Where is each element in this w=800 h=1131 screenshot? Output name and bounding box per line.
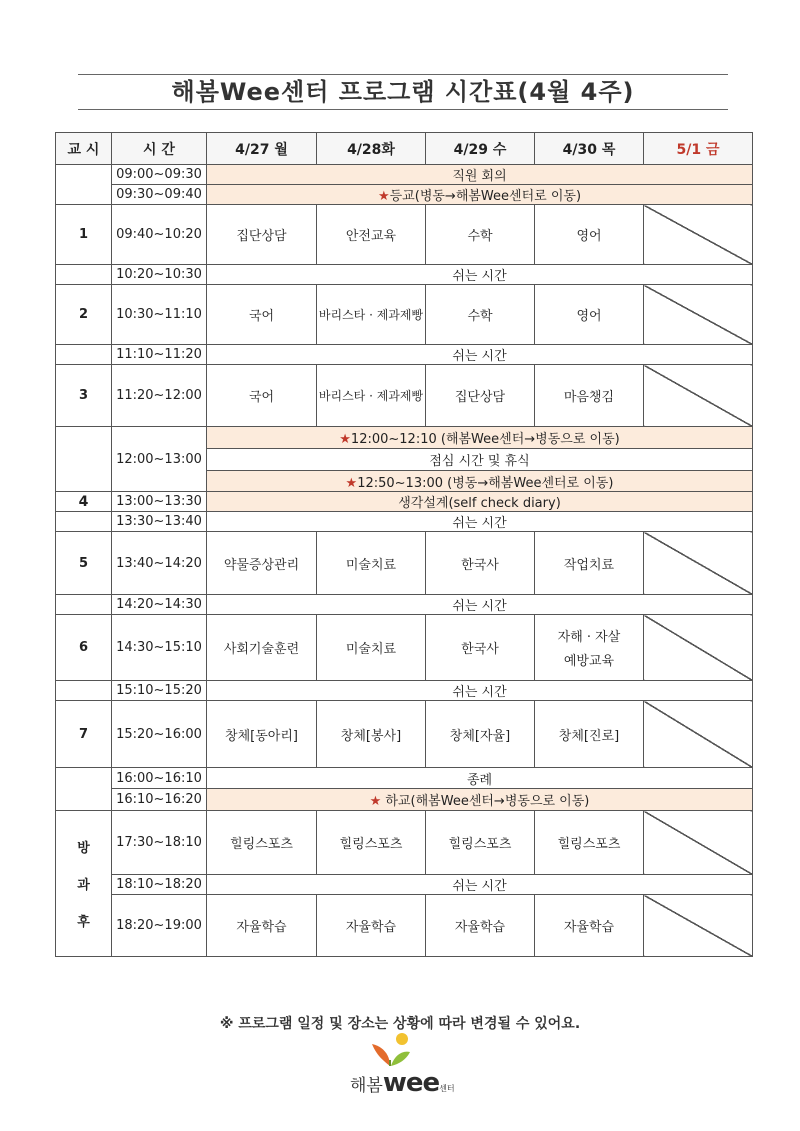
time-cell: 15:20~16:00 [112, 701, 207, 768]
wee-center-logo [350, 1030, 470, 1100]
table-row [56, 875, 753, 895]
arrival-text: 등교(병동→해봄Wee센터로 이동) [389, 189, 582, 204]
break-cell: 쉬는 시간 [207, 681, 753, 701]
time-cell: 18:10~18:20 [112, 875, 207, 895]
class-cell-line: 예방교육 [563, 654, 615, 669]
lunch-move-cell [207, 427, 753, 449]
time-cell: 14:20~14:30 [112, 595, 207, 615]
self-check-cell: 생각설계(self check diary) [207, 492, 753, 512]
period-number: 1 [56, 205, 112, 265]
break-cell: 쉬는 시간 [207, 512, 753, 532]
page-title: 해봄Wee센터 프로그램 시간표(4월 4주) [171, 78, 635, 106]
empty-slot-diagonal [644, 365, 753, 427]
time-cell: 09:30~09:40 [112, 185, 207, 205]
time-cell: 18:20~19:00 [112, 895, 207, 957]
period-number: 5 [56, 532, 112, 595]
class-cell: 사회기술훈련 [207, 615, 317, 681]
empty-slot-diagonal [644, 811, 753, 875]
sprout-icon [368, 1030, 414, 1070]
class-cell: 미술치료 [317, 615, 426, 681]
star-icon: ★ [339, 432, 351, 447]
empty-slot-diagonal [644, 615, 753, 681]
table-row [56, 285, 753, 345]
table-row [56, 615, 753, 681]
class-cell: 국어 [207, 365, 317, 427]
logo-suffix: 센터 [439, 1084, 455, 1093]
closing-cell: 종례 [207, 768, 753, 789]
star-icon: ★ [369, 794, 382, 809]
class-cell: 힐링스포츠 [317, 811, 426, 875]
break-cell: 쉬는 시간 [207, 345, 753, 365]
class-cell: 국어 [207, 285, 317, 345]
footer-note: ※ 프로그램 일정 및 장소는 상황에 따라 변경될 수 있어요. [219, 1016, 581, 1032]
time-cell: 11:10~11:20 [112, 345, 207, 365]
time-cell: 10:20~10:30 [112, 265, 207, 285]
class-cell: 힐링스포츠 [207, 811, 317, 875]
logo-wordmark [350, 1068, 455, 1098]
afterschool-char: 후 [77, 915, 90, 930]
time-cell: 15:10~15:20 [112, 681, 207, 701]
lunch-move-text: 12:00~12:10 (해봄Wee센터→병동으로 이동) [350, 432, 620, 447]
table-row [56, 185, 753, 205]
afterschool-char: 과 [77, 878, 90, 893]
period-number: 2 [56, 285, 112, 345]
table-row [56, 768, 753, 789]
class-cell: 바리스타 · 제과제빵 [317, 285, 426, 345]
header-row [56, 133, 753, 165]
class-cell: 창체[동아리] [207, 701, 317, 768]
table-row [56, 365, 753, 427]
table-row [56, 492, 753, 512]
class-cell: 집단상담 [426, 365, 535, 427]
time-cell: 09:40~10:20 [112, 205, 207, 265]
time-cell: 10:30~11:10 [112, 285, 207, 345]
class-cell: 영어 [535, 205, 644, 265]
class-cell: 자율학습 [426, 895, 535, 957]
dismissal-cell [207, 789, 753, 811]
time-cell: 17:30~18:10 [112, 811, 207, 875]
table-row [56, 165, 753, 185]
class-cell: 창체[봉사] [317, 701, 426, 768]
period-number: 3 [56, 365, 112, 427]
period-number: 4 [56, 492, 112, 512]
lunch-cell: 점심 시간 및 휴식 [207, 449, 753, 471]
class-cell: 수학 [426, 285, 535, 345]
table-row [56, 345, 753, 365]
header-day-tue: 4/28화 [317, 133, 426, 165]
header-day-mon: 4/27 월 [207, 133, 317, 165]
class-cell: 바리스타 · 제과제빵 [317, 365, 426, 427]
header-day-thu: 4/30 목 [535, 133, 644, 165]
arrival-cell [207, 185, 753, 205]
time-cell: 12:00~13:00 [112, 427, 207, 492]
class-cell: 힐링스포츠 [535, 811, 644, 875]
class-cell [535, 615, 644, 681]
break-cell: 쉬는 시간 [207, 595, 753, 615]
period-cell-empty [56, 595, 112, 615]
class-cell: 영어 [535, 285, 644, 345]
dismissal-text: 하교(해봄Wee센터→병동으로 이동) [385, 794, 590, 809]
period-cell-empty [56, 512, 112, 532]
table-row [56, 789, 753, 811]
time-cell: 14:30~15:10 [112, 615, 207, 681]
time-cell: 09:00~09:30 [112, 165, 207, 185]
logo-wee: wee [382, 1068, 440, 1098]
empty-slot-diagonal [644, 701, 753, 768]
star-icon: ★ [377, 189, 390, 204]
class-cell: 안전교육 [317, 205, 426, 265]
class-cell-line: 자해 · 자살 [557, 630, 621, 645]
table-row [56, 265, 753, 285]
period-cell-empty [56, 681, 112, 701]
class-cell: 한국사 [426, 615, 535, 681]
empty-slot-diagonal [644, 895, 753, 957]
class-cell: 수학 [426, 205, 535, 265]
class-cell: 약물증상관리 [207, 532, 317, 595]
class-cell: 미술치료 [317, 532, 426, 595]
class-cell: 힐링스포츠 [426, 811, 535, 875]
class-cell: 창체[자율] [426, 701, 535, 768]
class-cell: 한국사 [426, 532, 535, 595]
class-cell: 작업치료 [535, 532, 644, 595]
time-cell: 16:00~16:10 [112, 768, 207, 789]
table-row [56, 512, 753, 532]
class-cell: 자율학습 [317, 895, 426, 957]
class-cell: 자율학습 [207, 895, 317, 957]
table-row [56, 205, 753, 265]
table-row [56, 532, 753, 595]
period-cell-empty [56, 768, 112, 811]
time-cell: 11:20~12:00 [112, 365, 207, 427]
afterschool-char: 방 [77, 841, 90, 856]
class-cell: 창체[진로] [535, 701, 644, 768]
table-row [56, 595, 753, 615]
timetable [55, 132, 753, 957]
class-cell: 마음챙김 [535, 365, 644, 427]
time-cell: 13:40~14:20 [112, 532, 207, 595]
staff-meeting-cell: 직원 회의 [207, 165, 753, 185]
lunch-return-text: 12:50~13:00 (병동→해봄Wee센터로 이동) [357, 475, 614, 491]
time-cell: 13:00~13:30 [112, 492, 207, 512]
period-cell-empty [56, 345, 112, 365]
empty-slot-diagonal [644, 205, 753, 265]
period-number: 7 [56, 701, 112, 768]
header-day-wed: 4/29 수 [426, 133, 535, 165]
empty-slot-diagonal [644, 532, 753, 595]
empty-slot-diagonal [644, 285, 753, 345]
period-cell-empty [56, 265, 112, 285]
table-row [56, 427, 753, 449]
table-row [56, 811, 753, 875]
period-cell-empty [56, 165, 112, 205]
table-row [56, 701, 753, 768]
lunch-return-cell [207, 471, 753, 492]
logo-korean: 해봄 [350, 1076, 383, 1096]
star-icon: ★ [345, 475, 358, 491]
time-cell: 16:10~16:20 [112, 789, 207, 811]
header-time: 시 간 [112, 133, 207, 165]
table-row [56, 681, 753, 701]
period-number: 6 [56, 615, 112, 681]
period-cell-empty [56, 427, 112, 492]
afterschool-label [56, 811, 112, 957]
break-cell: 쉬는 시간 [207, 265, 753, 285]
header-day-fri: 5/1 금 [644, 133, 753, 165]
title-block [78, 74, 728, 110]
title-bottom-rule [78, 109, 728, 110]
table-row [56, 895, 753, 957]
class-cell: 집단상담 [207, 205, 317, 265]
class-cell: 자율학습 [535, 895, 644, 957]
header-period: 교 시 [56, 133, 112, 165]
time-cell: 13:30~13:40 [112, 512, 207, 532]
break-cell: 쉬는 시간 [207, 875, 753, 895]
